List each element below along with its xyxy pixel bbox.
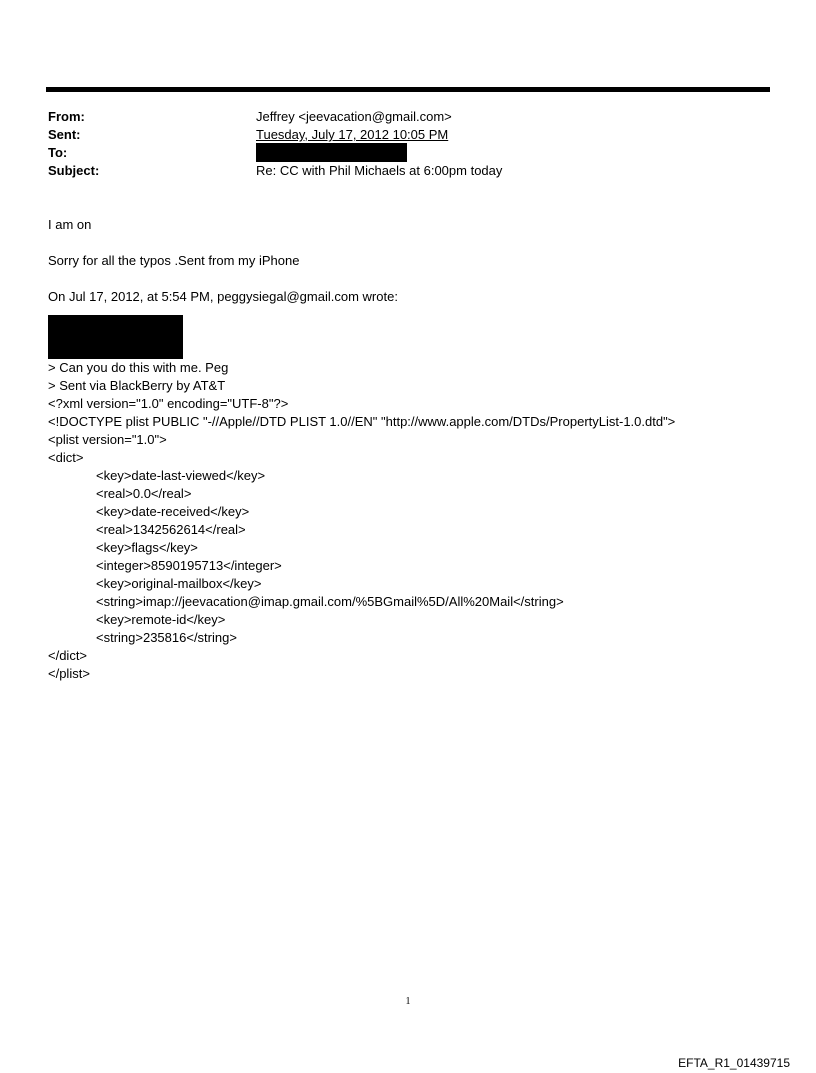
bates-number: EFTA_R1_01439715 (678, 1056, 790, 1070)
to-row (48, 144, 768, 162)
plist-line: <key>date-last-viewed</key> (96, 468, 266, 483)
signature-line: Sorry for all the typos .Sent from my iPhone (48, 253, 300, 268)
subject-label: Subject: (48, 163, 100, 178)
quoted-line: > Can you do this with me. Peg (48, 360, 229, 375)
to-redaction (256, 143, 407, 162)
quoted-line: > Sent via BlackBerry by AT&T (48, 378, 226, 393)
page-number: 1 (405, 996, 411, 1007)
plist-line: <integer>8590195713</integer> (96, 558, 282, 573)
from-value: Jeffrey <jeevacation@gmail.com> (256, 109, 452, 124)
plist-line: <key>original-mailbox</key> (96, 576, 262, 591)
plist-line: <string>imap://jeevacation@imap.gmail.com/%5BGmail%5D/All%20Mail</string> (96, 594, 564, 609)
plist-line: <plist version="1.0"> (48, 432, 167, 447)
quote-intro: On Jul 17, 2012, at 5:54 PM, peggysiegal@gmail.com wrote: (48, 289, 398, 304)
plist-line: </plist> (48, 666, 90, 681)
header-rule (46, 87, 770, 92)
subject-value: Re: CC with Phil Michaels at 6:00pm today (256, 163, 503, 178)
sent-row (48, 126, 768, 144)
plist-line: <dict> (48, 450, 84, 465)
plist-line: <?xml version="1.0" encoding="UTF-8"?> (48, 396, 289, 411)
quoted-redaction (48, 315, 183, 359)
plist-line: <key>remote-id</key> (96, 612, 226, 627)
sent-label: Sent: (48, 127, 81, 142)
plist-line: <real>0.0</real> (96, 486, 192, 501)
plist-line: <key>date-received</key> (96, 504, 250, 519)
to-label: To: (48, 145, 68, 160)
reply-line: I am on (48, 217, 92, 232)
plist-line: <key>flags</key> (96, 540, 198, 555)
from-row (48, 108, 768, 126)
from-label: From: (48, 109, 85, 124)
plist-line: <real>1342562614</real> (96, 522, 246, 537)
plist-line: </dict> (48, 648, 88, 663)
subject-row (48, 162, 768, 180)
plist-line: <!DOCTYPE plist PUBLIC "-//Apple//DTD PLIST 1.0//EN" "http://www.apple.com/DTDs/PropertyList-1.0.dtd"> (48, 414, 676, 429)
sent-value: Tuesday, July 17, 2012 10:05 PM (256, 127, 449, 142)
plist-line: <string>235816</string> (96, 630, 237, 645)
